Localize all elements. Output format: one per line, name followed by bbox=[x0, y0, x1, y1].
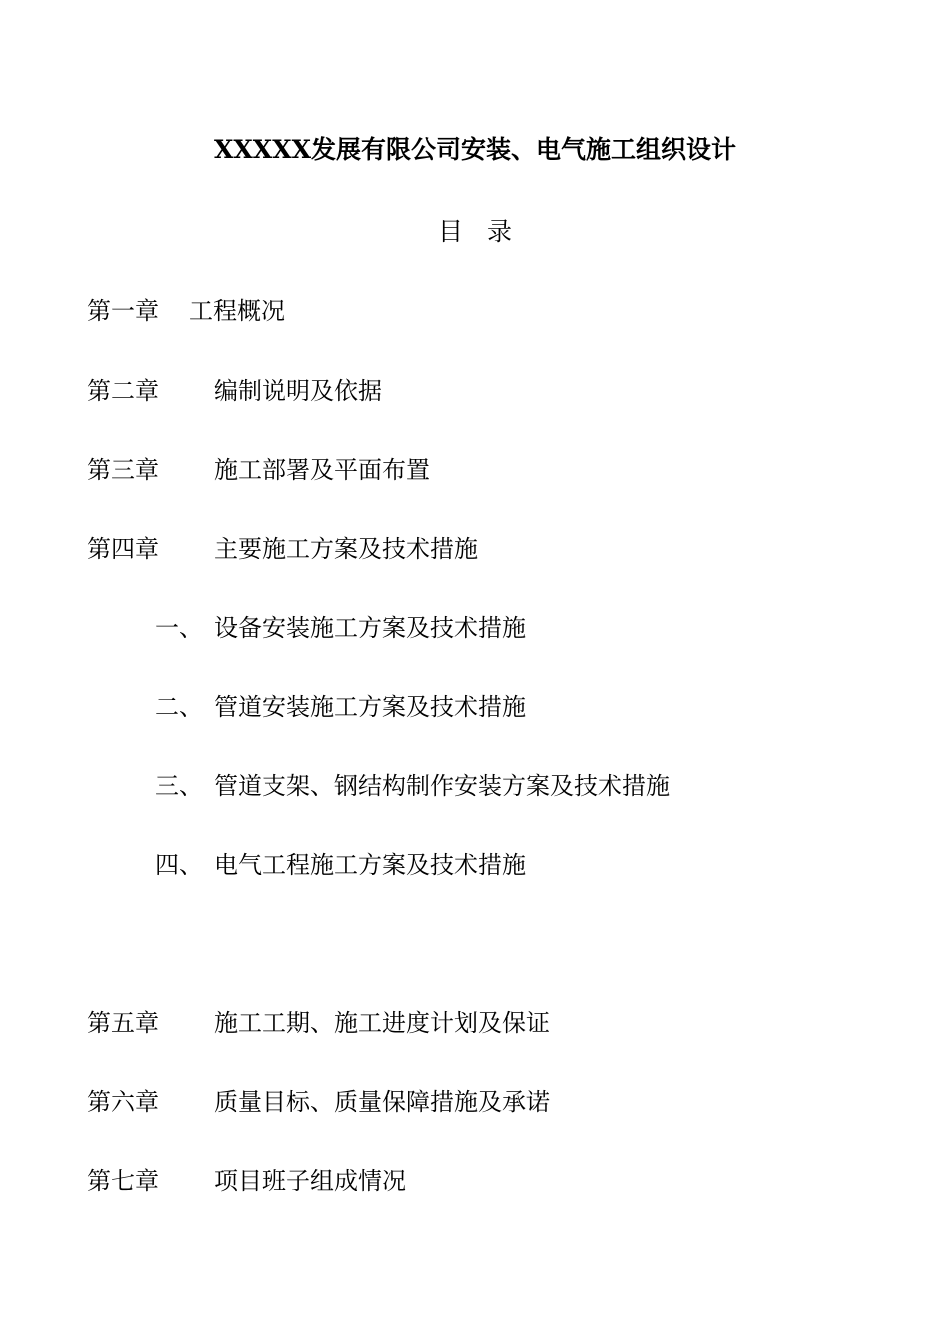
section-title: 设备安装施工方案及技术措施 bbox=[214, 614, 526, 642]
section-number: 三、 bbox=[155, 772, 203, 800]
toc-heading: 目录 bbox=[437, 217, 536, 246]
chapter-number: 第五章 bbox=[87, 1009, 159, 1037]
chapter-title: 项目班子组成情况 bbox=[214, 1167, 406, 1195]
chapter-title: 施工工期、施工进度计划及保证 bbox=[214, 1009, 550, 1037]
chapter-title: 工程概况 bbox=[189, 297, 285, 325]
section-number: 二、 bbox=[155, 693, 203, 721]
chapter-number: 第二章 bbox=[87, 377, 159, 405]
chapter-title: 质量目标、质量保障措施及承诺 bbox=[214, 1088, 550, 1116]
chapter-title: 主要施工方案及技术措施 bbox=[214, 535, 478, 563]
chapter-number: 第六章 bbox=[87, 1088, 159, 1116]
chapter-number: 第一章 bbox=[87, 297, 159, 325]
section-title: 电气工程施工方案及技术措施 bbox=[214, 851, 526, 879]
document-title: XXXXX发展有限公司安装、电气施工组织设计 bbox=[214, 135, 736, 164]
chapter-number: 第三章 bbox=[87, 456, 159, 484]
section-title: 管道安装施工方案及技术措施 bbox=[214, 693, 526, 721]
chapter-title: 编制说明及依据 bbox=[214, 377, 382, 405]
chapter-title: 施工部署及平面布置 bbox=[214, 456, 430, 484]
section-number: 一、 bbox=[155, 614, 203, 642]
section-title: 管道支架、钢结构制作安装方案及技术措施 bbox=[214, 772, 670, 800]
section-number: 四、 bbox=[155, 851, 203, 879]
chapter-number: 第四章 bbox=[87, 535, 159, 563]
chapter-number: 第七章 bbox=[87, 1167, 159, 1195]
